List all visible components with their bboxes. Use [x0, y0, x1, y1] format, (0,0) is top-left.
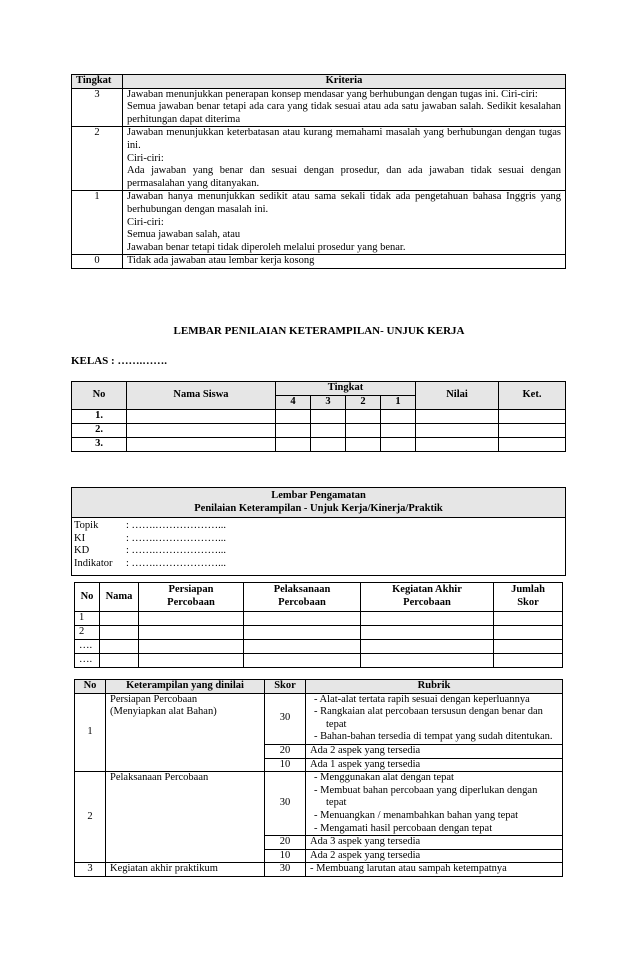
rubric-header-row — [75, 680, 563, 694]
header-nama-siswa: Nama Siswa — [127, 382, 276, 410]
pengamatan-title-row — [72, 488, 566, 518]
table-row — [72, 438, 566, 452]
rubric-no: 2 — [75, 772, 106, 863]
rubric-item: - Rangkaian alat percobaan tersusun dengan benar dan tepat — [314, 706, 543, 730]
observation-table — [74, 582, 563, 668]
rubric-item: - Bahan-bahan tersedia di tempat yang sudah ditentukan. — [314, 731, 553, 743]
criteria-text: Jawaban hanya menunjukkan sedikit atau sama sekali tidak ada pengetahuan bahasa Inggris yang berhubungan dengan masalah ini. Ciri-ciri: Semua jawaban salah, atau Jawaban benar tetapi tidak diperoleh melalui prosedur yang benar. — [123, 191, 566, 255]
rubric-text: Ada 2 aspek yang tersedia — [306, 849, 563, 863]
row-number: 2 — [75, 626, 100, 640]
rubric-items — [310, 694, 558, 744]
criteria-table — [71, 74, 566, 269]
rubric-score: 30 — [265, 863, 306, 877]
header-skor: Skor — [265, 680, 306, 694]
criteria-header-row — [72, 75, 566, 89]
rubric-row — [75, 772, 563, 836]
rubric-score: 30 — [265, 772, 306, 836]
header-kriteria: Kriteria — [123, 75, 566, 89]
rubric-text: - Membuang larutan atau sampah ketempatnya — [306, 863, 563, 877]
header-nama: Nama — [100, 583, 139, 612]
criteria-level: 0 — [72, 255, 123, 269]
header-ket: Ket. — [499, 382, 566, 410]
rubric-score: 10 — [265, 849, 306, 863]
criteria-text: Tidak ada jawaban atau lembar kerja kosong — [123, 255, 566, 269]
header-no: No — [75, 583, 100, 612]
level-3: 3 — [311, 396, 346, 410]
rubric-item: - Mengamati hasil percobaan dengan tepat — [314, 822, 493, 834]
lembar-title: LEMBAR PENILAIAN KETERAMPILAN- UNJUK KERJA — [173, 325, 465, 337]
rubric-score: 20 — [265, 836, 306, 850]
rubric-item: - Membuat bahan percobaan yang diperlukan dengan tepat — [314, 784, 538, 809]
rubric-text: Ada 2 aspek yang tersedia — [306, 744, 563, 758]
row-number: …. — [75, 640, 100, 654]
criteria-level: 3 — [72, 88, 123, 127]
rubric-score: 10 — [265, 758, 306, 772]
rubric-item: - Menggunakan alat dengan tepat — [314, 772, 454, 784]
pengamatan-title: Lembar Pengamatan — [271, 490, 366, 501]
rubric-no: 3 — [75, 863, 106, 877]
header-no: No — [72, 382, 127, 410]
header-keterampilan: Keterampilan yang dinilai — [106, 680, 265, 694]
rubric-skill: Kegiatan akhir praktikum — [106, 863, 265, 877]
criteria-row — [72, 191, 566, 255]
row-number: 1. — [72, 410, 127, 424]
criteria-text: Jawaban menunjukkan keterbatasan atau kurang memahami masalah yang berhubungan dengan tugas ini. Ciri-ciri: Ada jawaban yang benar dan sesuai dengan prosedur, dan ada jawaban tidak sesuai dengan permasalahan yang ditanyakan. — [123, 127, 566, 191]
header-pelaksanaan: Pelaksanaan Percobaan — [244, 583, 361, 612]
table-row — [75, 626, 563, 640]
pengamatan-subtitle: Penilaian Keterampilan - Unjuk Kerja/Kinerja/Praktik — [194, 502, 443, 514]
table-row — [72, 424, 566, 438]
header-kegiatan-akhir: Kegiatan Akhir Percobaan — [361, 583, 494, 612]
table-row — [75, 640, 563, 654]
rubric-items — [310, 772, 558, 835]
header-jumlah-skor: Jumlah Skor — [494, 583, 563, 612]
pengamatan-header-table — [71, 487, 566, 576]
meta-kd: KD : …….………………... — [74, 545, 227, 557]
rubric-item: - Menuangkan / menambahkan bahan yang tepat — [314, 809, 519, 821]
header-no: No — [75, 680, 106, 694]
table-row — [72, 410, 566, 424]
row-number: 1 — [75, 612, 100, 626]
rubric-skill: Persiapan Percobaan (Menyiapkan alat Bahan) — [106, 693, 265, 772]
criteria-row — [72, 127, 566, 191]
level-2: 2 — [346, 396, 381, 410]
header-tingkat: Tingkat — [72, 75, 123, 89]
unjuk-kerja-table — [71, 381, 566, 452]
unjuk-header-row — [72, 382, 566, 396]
row-number: 3. — [72, 438, 127, 452]
rubric-no: 1 — [75, 693, 106, 772]
header-nilai: Nilai — [416, 382, 499, 410]
kelas-label: KELAS : …….……. — [71, 355, 167, 367]
criteria-text: Jawaban menunjukkan penerapan konsep mendasar yang berhubungan dengan tugas ini. Ciri-ciri: Semua jawaban benar tetapi ada cara yang tidak sesuai atau ada satu jawaban salah. Sedikit kesalahan perhitungan dapat diterima — [123, 88, 566, 127]
meta-ki: KI : …….………………... — [74, 532, 227, 544]
rubric-skill: Pelaksanaan Percobaan — [106, 772, 265, 863]
criteria-row — [72, 255, 566, 269]
criteria-level: 1 — [72, 191, 123, 255]
rubric-text: Ada 3 aspek yang tersedia — [306, 836, 563, 850]
row-number: 2. — [72, 424, 127, 438]
header-tingkat: Tingkat — [276, 382, 416, 396]
table-row — [75, 612, 563, 626]
criteria-level: 2 — [72, 127, 123, 191]
pengamatan-meta-row — [72, 518, 566, 575]
table-row — [75, 654, 563, 668]
rubric-score: 30 — [265, 693, 306, 744]
obs-header-row — [75, 583, 563, 612]
criteria-row — [72, 88, 566, 127]
row-number: …. — [75, 654, 100, 668]
rubric-row — [75, 863, 563, 877]
rubric-row — [75, 693, 563, 744]
rubric-score: 20 — [265, 744, 306, 758]
rubric-text: Ada 1 aspek yang tersedia — [306, 758, 563, 772]
header-rubrik: Rubrik — [306, 680, 563, 694]
meta-indikator: Indikator : …….………………... — [74, 557, 227, 569]
level-4: 4 — [276, 396, 311, 410]
rubric-table — [74, 679, 563, 877]
header-persiapan: Persiapan Percobaan — [139, 583, 244, 612]
rubric-item: - Alat-alat tertata rapih sesuai dengan keperluannya — [314, 693, 530, 705]
meta-topik: Topik : …….………………... — [74, 520, 227, 532]
level-1: 1 — [381, 396, 416, 410]
